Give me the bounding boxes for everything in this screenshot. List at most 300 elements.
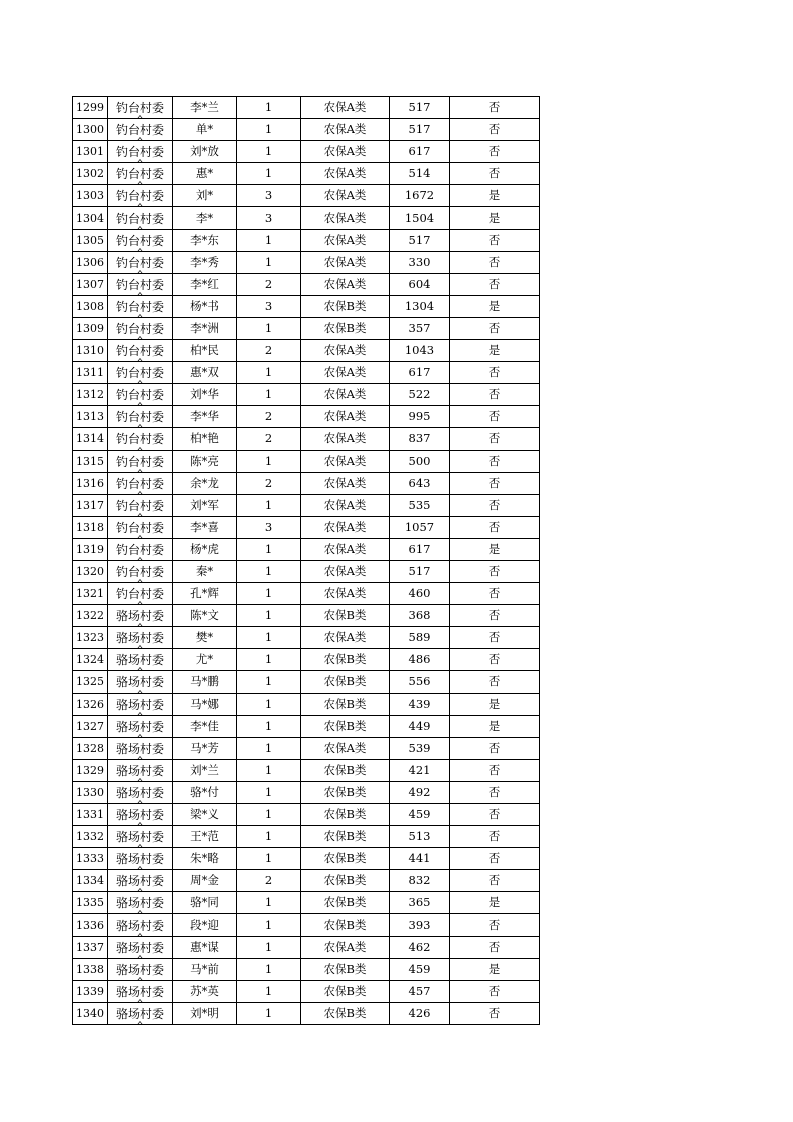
- table-row: [73, 605, 540, 627]
- person-name-cell: 孔*辉: [173, 583, 237, 605]
- person-name-cell: 杨*书: [173, 295, 237, 317]
- person-name-cell: 骆*付: [173, 781, 237, 803]
- village-committee-cell: [108, 340, 173, 362]
- yes-no-flag-cell: 否: [450, 119, 540, 141]
- village-committee-cell: [108, 980, 173, 1002]
- record-number-cell: 1328: [73, 737, 108, 759]
- table-row: [73, 141, 540, 163]
- insurance-category-cell: 农保A类: [301, 185, 390, 207]
- yes-no-flag-cell: 否: [450, 516, 540, 538]
- person-name-cell: 李*: [173, 207, 237, 229]
- amount-cell: 539: [390, 737, 450, 759]
- village-committee-cell: [108, 826, 173, 848]
- table-row: [73, 671, 540, 693]
- record-number-cell: 1309: [73, 317, 108, 339]
- person-name-cell: 李*红: [173, 273, 237, 295]
- village-name: 钓台村委: [115, 277, 164, 292]
- record-number-cell: 1325: [73, 671, 108, 693]
- household-count-cell: 3: [237, 295, 301, 317]
- village-name: 钓台村委: [115, 145, 164, 160]
- amount-cell: 357: [390, 317, 450, 339]
- household-count-cell: 1: [237, 560, 301, 582]
- insurance-category-cell: 农保B类: [301, 870, 390, 892]
- amount-cell: 837: [390, 428, 450, 450]
- insurance-category-cell: 农保B类: [301, 1002, 390, 1024]
- household-count-cell: 1: [237, 251, 301, 273]
- village-name: 钓台村委: [115, 233, 164, 248]
- yes-no-flag-cell: 否: [450, 163, 540, 185]
- household-count-cell: 1: [237, 737, 301, 759]
- village-committee-cell: [108, 737, 173, 759]
- household-count-cell: 1: [237, 715, 301, 737]
- village-name: 钓台村委: [115, 520, 164, 535]
- person-name-cell: 杨*虎: [173, 538, 237, 560]
- village-name: 骆场村委: [115, 962, 164, 977]
- yes-no-flag-cell: 否: [450, 649, 540, 671]
- yes-no-flag-cell: 是: [450, 207, 540, 229]
- village-name: 骆场村委: [115, 918, 164, 933]
- record-number-cell: 1299: [73, 97, 108, 119]
- person-name-cell: 马*鹏: [173, 671, 237, 693]
- village-name: 钓台村委: [115, 189, 164, 204]
- village-name: 骆场村委: [115, 653, 164, 668]
- amount-cell: 441: [390, 848, 450, 870]
- amount-cell: 517: [390, 97, 450, 119]
- person-name-cell: 惠*双: [173, 362, 237, 384]
- village-name: 钓台村委: [115, 587, 164, 602]
- table-row: [73, 295, 540, 317]
- person-name-cell: 惠*谋: [173, 936, 237, 958]
- household-count-cell: 1: [237, 141, 301, 163]
- village-committee-cell: [108, 185, 173, 207]
- household-count-cell: 2: [237, 406, 301, 428]
- record-number-cell: 1339: [73, 980, 108, 1002]
- village-name: 骆场村委: [115, 785, 164, 800]
- village-committee-cell: [108, 715, 173, 737]
- yes-no-flag-cell: 否: [450, 914, 540, 936]
- record-number-cell: 1331: [73, 804, 108, 826]
- record-number-cell: 1300: [73, 119, 108, 141]
- village-committee-cell: [108, 273, 173, 295]
- record-number-cell: 1308: [73, 295, 108, 317]
- village-committee-cell: [108, 251, 173, 273]
- insurance-category-cell: 农保A类: [301, 229, 390, 251]
- amount-cell: 556: [390, 671, 450, 693]
- amount-cell: 1672: [390, 185, 450, 207]
- village-committee-cell: [108, 671, 173, 693]
- insurance-category-cell: 农保B类: [301, 892, 390, 914]
- household-count-cell: 1: [237, 317, 301, 339]
- village-name: 骆场村委: [115, 609, 164, 624]
- household-count-cell: 1: [237, 627, 301, 649]
- record-number-cell: 1310: [73, 340, 108, 362]
- table-row: [73, 627, 540, 649]
- table-row: [73, 781, 540, 803]
- table-row: [73, 229, 540, 251]
- insurance-category-cell: 农保B类: [301, 693, 390, 715]
- person-name-cell: 马*娜: [173, 693, 237, 715]
- insurance-category-cell: 农保A类: [301, 362, 390, 384]
- amount-cell: 535: [390, 494, 450, 516]
- insurance-category-cell: 农保A类: [301, 450, 390, 472]
- record-number-cell: 1311: [73, 362, 108, 384]
- insurance-category-cell: 农保A类: [301, 97, 390, 119]
- yes-no-flag-cell: 否: [450, 737, 540, 759]
- village-committee-cell: [108, 295, 173, 317]
- table-row: [73, 649, 540, 671]
- person-name-cell: 单*: [173, 119, 237, 141]
- village-name: 骆场村委: [115, 697, 164, 712]
- village-committee-cell: [108, 406, 173, 428]
- record-number-cell: 1312: [73, 384, 108, 406]
- household-count-cell: 1: [237, 538, 301, 560]
- yes-no-flag-cell: 否: [450, 494, 540, 516]
- amount-cell: 368: [390, 605, 450, 627]
- record-number-cell: 1338: [73, 958, 108, 980]
- person-name-cell: 刘*明: [173, 1002, 237, 1024]
- record-number-cell: 1321: [73, 583, 108, 605]
- table-row: [73, 914, 540, 936]
- person-name-cell: 惠*: [173, 163, 237, 185]
- record-number-cell: 1324: [73, 649, 108, 671]
- yes-no-flag-cell: 否: [450, 671, 540, 693]
- record-number-cell: 1340: [73, 1002, 108, 1024]
- record-number-cell: 1315: [73, 450, 108, 472]
- table-row: [73, 980, 540, 1002]
- table-row: [73, 472, 540, 494]
- record-number-cell: 1329: [73, 759, 108, 781]
- amount-cell: 365: [390, 892, 450, 914]
- household-count-cell: 1: [237, 605, 301, 627]
- insurance-category-cell: 农保A类: [301, 472, 390, 494]
- amount-cell: 522: [390, 384, 450, 406]
- village-name: 骆场村委: [115, 874, 164, 889]
- person-name-cell: 刘*兰: [173, 759, 237, 781]
- household-count-cell: 1: [237, 759, 301, 781]
- insurance-category-cell: 农保A类: [301, 560, 390, 582]
- person-name-cell: 柏*民: [173, 340, 237, 362]
- insurance-category-cell: 农保A类: [301, 273, 390, 295]
- household-count-cell: 2: [237, 870, 301, 892]
- insurance-category-cell: 农保A类: [301, 737, 390, 759]
- table-row: [73, 715, 540, 737]
- document-page: [72, 96, 540, 1025]
- household-count-cell: 1: [237, 781, 301, 803]
- yes-no-flag-cell: 否: [450, 273, 540, 295]
- yes-no-flag-cell: 否: [450, 362, 540, 384]
- household-count-cell: 1: [237, 671, 301, 693]
- table-row: [73, 804, 540, 826]
- person-name-cell: 李*华: [173, 406, 237, 428]
- table-row: [73, 538, 540, 560]
- village-name: 骆场村委: [115, 984, 164, 999]
- amount-cell: 1504: [390, 207, 450, 229]
- insurance-category-cell: 农保A类: [301, 207, 390, 229]
- record-number-cell: 1335: [73, 892, 108, 914]
- village-committee-cell: [108, 605, 173, 627]
- caret-mark-icon: [136, 1021, 144, 1025]
- village-committee-cell: [108, 450, 173, 472]
- village-committee-cell: [108, 317, 173, 339]
- record-number-cell: 1336: [73, 914, 108, 936]
- yes-no-flag-cell: 否: [450, 317, 540, 339]
- household-count-cell: 1: [237, 980, 301, 1002]
- table-row: [73, 936, 540, 958]
- record-number-cell: 1323: [73, 627, 108, 649]
- table-row: [73, 185, 540, 207]
- amount-cell: 643: [390, 472, 450, 494]
- yes-no-flag-cell: 否: [450, 870, 540, 892]
- record-number-cell: 1313: [73, 406, 108, 428]
- household-count-cell: 1: [237, 804, 301, 826]
- household-count-cell: 3: [237, 516, 301, 538]
- person-name-cell: 尤*: [173, 649, 237, 671]
- village-committee-cell: [108, 892, 173, 914]
- yes-no-flag-cell: 否: [450, 583, 540, 605]
- amount-cell: 617: [390, 141, 450, 163]
- village-committee-cell: [108, 362, 173, 384]
- record-number-cell: 1304: [73, 207, 108, 229]
- village-name: 钓台村委: [115, 498, 164, 513]
- yes-no-flag-cell: 是: [450, 295, 540, 317]
- village-name: 钓台村委: [115, 366, 164, 381]
- insurance-category-cell: 农保A类: [301, 428, 390, 450]
- village-committee-cell: [108, 759, 173, 781]
- person-name-cell: 马*前: [173, 958, 237, 980]
- amount-cell: 1304: [390, 295, 450, 317]
- yes-no-flag-cell: 否: [450, 141, 540, 163]
- insurance-category-cell: 农保A类: [301, 583, 390, 605]
- table-row: [73, 450, 540, 472]
- village-committee-cell: [108, 870, 173, 892]
- amount-cell: 460: [390, 583, 450, 605]
- person-name-cell: 刘*放: [173, 141, 237, 163]
- table-row: [73, 428, 540, 450]
- insurance-category-cell: 农保A类: [301, 251, 390, 273]
- yes-no-flag-cell: 否: [450, 826, 540, 848]
- table-row: [73, 583, 540, 605]
- insurance-category-cell: 农保A类: [301, 406, 390, 428]
- village-committee-cell: [108, 583, 173, 605]
- person-name-cell: 陈*文: [173, 605, 237, 627]
- table-row: [73, 826, 540, 848]
- household-count-cell: 1: [237, 97, 301, 119]
- yes-no-flag-cell: 否: [450, 848, 540, 870]
- village-committee-cell: [108, 627, 173, 649]
- village-name: 钓台村委: [115, 255, 164, 270]
- table-row: [73, 119, 540, 141]
- household-count-cell: 1: [237, 119, 301, 141]
- table-row: [73, 693, 540, 715]
- village-name: 骆场村委: [115, 852, 164, 867]
- yes-no-flag-cell: 是: [450, 715, 540, 737]
- yes-no-flag-cell: 否: [450, 605, 540, 627]
- table-row: [73, 251, 540, 273]
- village-name: 钓台村委: [115, 542, 164, 557]
- village-committee-cell: [108, 119, 173, 141]
- village-committee-cell: [108, 384, 173, 406]
- amount-cell: 486: [390, 649, 450, 671]
- village-committee-cell: [108, 516, 173, 538]
- village-name: 钓台村委: [115, 299, 164, 314]
- person-name-cell: 刘*华: [173, 384, 237, 406]
- amount-cell: 604: [390, 273, 450, 295]
- amount-cell: 492: [390, 781, 450, 803]
- village-committee-cell: [108, 472, 173, 494]
- amount-cell: 517: [390, 560, 450, 582]
- amount-cell: 617: [390, 362, 450, 384]
- yes-no-flag-cell: 是: [450, 185, 540, 207]
- amount-cell: 457: [390, 980, 450, 1002]
- table-row: [73, 273, 540, 295]
- village-committee-cell: [108, 804, 173, 826]
- amount-cell: 514: [390, 163, 450, 185]
- village-committee-cell: [108, 649, 173, 671]
- person-name-cell: 王*范: [173, 826, 237, 848]
- person-name-cell: 朱*略: [173, 848, 237, 870]
- record-number-cell: 1302: [73, 163, 108, 185]
- household-count-cell: 3: [237, 207, 301, 229]
- insurance-category-cell: 农保B类: [301, 605, 390, 627]
- person-name-cell: 李*东: [173, 229, 237, 251]
- person-name-cell: 李*洲: [173, 317, 237, 339]
- village-name: 骆场村委: [115, 675, 164, 690]
- amount-cell: 439: [390, 693, 450, 715]
- table-row: [73, 560, 540, 582]
- person-name-cell: 李*佳: [173, 715, 237, 737]
- yes-no-flag-cell: 是: [450, 340, 540, 362]
- person-name-cell: 秦*: [173, 560, 237, 582]
- yes-no-flag-cell: 否: [450, 450, 540, 472]
- amount-cell: 517: [390, 119, 450, 141]
- yes-no-flag-cell: 否: [450, 229, 540, 251]
- yes-no-flag-cell: 否: [450, 384, 540, 406]
- person-name-cell: 苏*英: [173, 980, 237, 1002]
- household-count-cell: 2: [237, 428, 301, 450]
- record-number-cell: 1334: [73, 870, 108, 892]
- village-committee-cell: [108, 958, 173, 980]
- person-name-cell: 李*兰: [173, 97, 237, 119]
- person-name-cell: 李*秀: [173, 251, 237, 273]
- record-number-cell: 1332: [73, 826, 108, 848]
- insurance-category-cell: 农保B类: [301, 295, 390, 317]
- yes-no-flag-cell: 否: [450, 251, 540, 273]
- table-row: [73, 97, 540, 119]
- person-name-cell: 马*芳: [173, 737, 237, 759]
- table-row: [73, 848, 540, 870]
- person-name-cell: 骆*同: [173, 892, 237, 914]
- person-name-cell: 刘*: [173, 185, 237, 207]
- household-count-cell: 1: [237, 892, 301, 914]
- insurance-category-cell: 农保B类: [301, 980, 390, 1002]
- household-count-cell: 1: [237, 914, 301, 936]
- amount-cell: 832: [390, 870, 450, 892]
- amount-cell: 500: [390, 450, 450, 472]
- table-row: [73, 384, 540, 406]
- insurance-category-cell: 农保A类: [301, 163, 390, 185]
- person-name-cell: 梁*义: [173, 804, 237, 826]
- amount-cell: 1057: [390, 516, 450, 538]
- person-name-cell: 段*迎: [173, 914, 237, 936]
- yes-no-flag-cell: 否: [450, 428, 540, 450]
- record-number-cell: 1303: [73, 185, 108, 207]
- village-committee-cell: [108, 97, 173, 119]
- amount-cell: 462: [390, 936, 450, 958]
- amount-cell: 517: [390, 229, 450, 251]
- insurance-category-cell: 农保B类: [301, 804, 390, 826]
- insurance-category-cell: 农保A类: [301, 494, 390, 516]
- table-row: [73, 163, 540, 185]
- insurance-category-cell: 农保B类: [301, 649, 390, 671]
- person-name-cell: 李*喜: [173, 516, 237, 538]
- village-committee-cell: [108, 848, 173, 870]
- insurance-category-cell: 农保B类: [301, 914, 390, 936]
- yes-no-flag-cell: 否: [450, 804, 540, 826]
- village-committee-cell: [108, 141, 173, 163]
- village-name: 钓台村委: [115, 565, 164, 580]
- records-table: [72, 96, 540, 1025]
- table-row: [73, 516, 540, 538]
- insurance-category-cell: 农保A类: [301, 936, 390, 958]
- yes-no-flag-cell: 否: [450, 560, 540, 582]
- record-number-cell: 1307: [73, 273, 108, 295]
- village-name: 钓台村委: [115, 123, 164, 138]
- yes-no-flag-cell: 否: [450, 627, 540, 649]
- yes-no-flag-cell: 否: [450, 1002, 540, 1024]
- village-name: 骆场村委: [115, 830, 164, 845]
- village-committee-cell: [108, 538, 173, 560]
- household-count-cell: 2: [237, 273, 301, 295]
- record-number-cell: 1320: [73, 560, 108, 582]
- village-name: 骆场村委: [115, 940, 164, 955]
- household-count-cell: 1: [237, 362, 301, 384]
- household-count-cell: 3: [237, 185, 301, 207]
- yes-no-flag-cell: 否: [450, 406, 540, 428]
- record-number-cell: 1319: [73, 538, 108, 560]
- table-row: [73, 870, 540, 892]
- person-name-cell: 周*金: [173, 870, 237, 892]
- village-name: 骆场村委: [115, 741, 164, 756]
- amount-cell: 421: [390, 759, 450, 781]
- village-name: 骆场村委: [115, 763, 164, 778]
- insurance-category-cell: 农保B类: [301, 848, 390, 870]
- table-row: [73, 317, 540, 339]
- table-row: [73, 1002, 540, 1024]
- village-name: 钓台村委: [115, 454, 164, 469]
- village-committee-cell: [108, 428, 173, 450]
- insurance-category-cell: 农保A类: [301, 538, 390, 560]
- village-committee-cell: [108, 207, 173, 229]
- person-name-cell: 余*龙: [173, 472, 237, 494]
- household-count-cell: 1: [237, 848, 301, 870]
- record-number-cell: 1326: [73, 693, 108, 715]
- record-number-cell: 1305: [73, 229, 108, 251]
- yes-no-flag-cell: 是: [450, 892, 540, 914]
- person-name-cell: 樊*: [173, 627, 237, 649]
- yes-no-flag-cell: 是: [450, 958, 540, 980]
- household-count-cell: 1: [237, 384, 301, 406]
- person-name-cell: 刘*军: [173, 494, 237, 516]
- record-number-cell: 1337: [73, 936, 108, 958]
- village-name: 钓台村委: [115, 344, 164, 359]
- record-number-cell: 1333: [73, 848, 108, 870]
- table-row: [73, 958, 540, 980]
- yes-no-flag-cell: 否: [450, 980, 540, 1002]
- table-row: [73, 362, 540, 384]
- yes-no-flag-cell: 否: [450, 97, 540, 119]
- insurance-category-cell: 农保B类: [301, 317, 390, 339]
- village-name: 钓台村委: [115, 476, 164, 491]
